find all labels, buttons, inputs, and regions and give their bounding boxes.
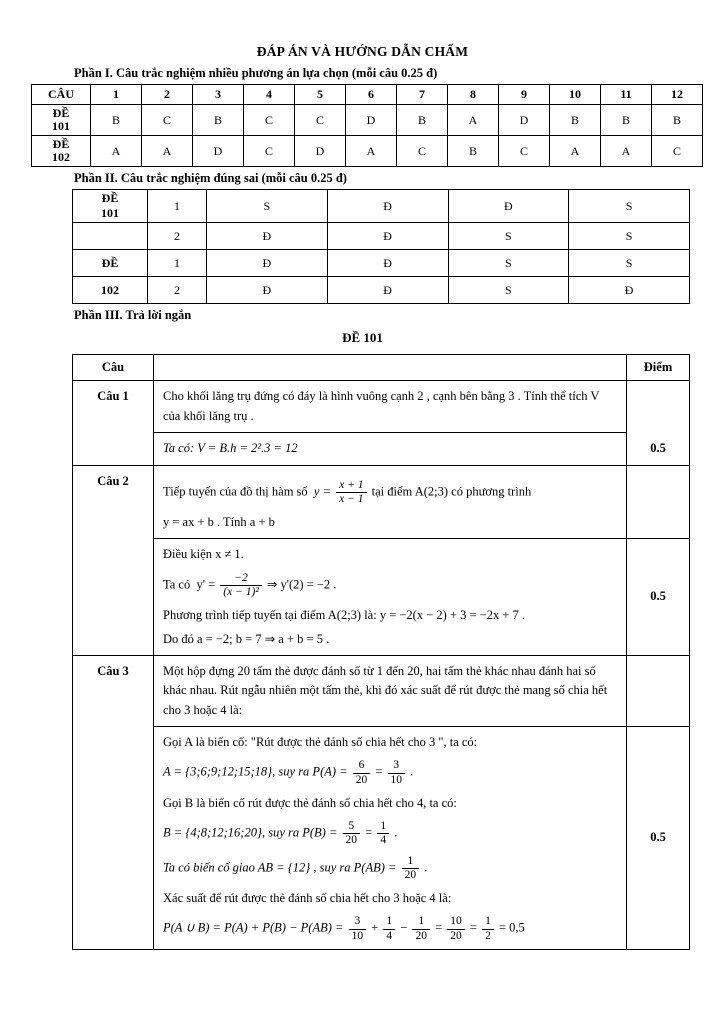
question-score-blank — [627, 381, 690, 433]
table-row — [73, 190, 690, 223]
table-row — [73, 727, 690, 950]
part1-col-4: 4 — [244, 85, 295, 105]
part1-answer: D — [346, 105, 397, 136]
part1-answer: C — [652, 136, 703, 167]
part2-value: Đ — [207, 250, 328, 277]
part3-header-diem: Điểm — [627, 355, 690, 381]
table-row — [73, 223, 690, 250]
question-score: 0.5 — [627, 433, 690, 465]
part2-question-number: 1 — [148, 190, 207, 223]
part1-row-header: CÂU — [32, 85, 91, 105]
question-label: Câu 3 — [73, 655, 154, 949]
part1-col-2: 2 — [142, 85, 193, 105]
part1-row-label-101: ĐỀ 101 — [32, 105, 91, 136]
question-score-blank — [627, 465, 690, 539]
part2-value: S — [207, 190, 328, 223]
question-score-blank — [627, 655, 690, 726]
part1-answer: C — [244, 136, 295, 167]
part2-answer-table — [72, 189, 690, 304]
part1-row-label-102: ĐỀ 102 — [32, 136, 91, 167]
part1-answer: C — [142, 105, 193, 136]
part2-de-label: ĐỀ — [73, 250, 148, 277]
part2-de-label: ĐỀ 101 — [73, 190, 148, 223]
part1-col-9: 9 — [499, 85, 550, 105]
part1-answer: C — [244, 105, 295, 136]
part1-answer: B — [448, 136, 499, 167]
solution-line-6: Xác suất để rút được thẻ đánh số chia hết cho 3 hoặc 4 là: — [163, 891, 452, 906]
fraction: $\frac{6}{20}$ — [353, 759, 371, 786]
part2-value: Đ — [327, 277, 448, 304]
part2-value: Đ — [569, 277, 690, 304]
table-row — [73, 655, 690, 726]
table-row — [73, 250, 690, 277]
question-statement: Một hộp đựng 20 tấm thẻ được đánh số từ 1 đến 20, hai tấm thẻ khác nhau đánh hai số khác nhau. Rút ngẫu nhiên một tấm thẻ, khi đó xác suất để rút được thẻ mang số chia hết cho 3 hoặc 4 là: — [154, 655, 627, 726]
table-row — [32, 85, 703, 105]
question-label: Câu 2 — [73, 465, 154, 655]
part2-value: Đ — [207, 223, 328, 250]
part2-question-number: 2 — [148, 223, 207, 250]
part2-value: S — [448, 250, 569, 277]
question-solution — [154, 727, 627, 950]
question-score: 0.5 — [627, 539, 690, 656]
part1-col-3: 3 — [193, 85, 244, 105]
solution-line-1: Gọi A là biến cố: "Rút được thẻ đánh số chia hết cho 3 ", ta có: — [163, 735, 478, 749]
solution-line-7: P(A ∪ B) = P(A) + P(B) − P(AB) = $\frac{3}{10}$ + $\frac{1}{4}$ − $\frac{1}{20}$ = $\frac{10}{20}$ = $\frac{1}{2}$ = 0,5 — [163, 915, 525, 942]
part2-de-label-cont — [73, 223, 148, 250]
part2-heading: Phần II. Câu trắc nghiệm đúng sai (mỗi câu 0.25 đ) — [74, 171, 347, 185]
part1-col-6: 6 — [346, 85, 397, 105]
table-row — [73, 465, 690, 539]
part2-value: S — [448, 223, 569, 250]
part1-col-10: 10 — [550, 85, 601, 105]
solution-line-2: A = {3;6;9;12;15;18}, suy ra P(A) = $\frac{6}{20}$ = $\frac{3}{10}$ . — [163, 759, 414, 786]
table-row — [32, 136, 703, 167]
question-score: 0.5 — [627, 727, 690, 950]
part1-answer: B — [193, 105, 244, 136]
part1-col-8: 8 — [448, 85, 499, 105]
question-statement: Cho khối lăng trụ đứng có đáy là hình vuông cạnh 2 , cạnh bên bằng 3 . Tính thể tích V của khối lăng trụ . — [154, 381, 627, 433]
part2-question-number: 2 — [148, 277, 207, 304]
part2-de-label-cont: 102 — [73, 277, 148, 304]
part3-header-content — [154, 355, 627, 381]
question-solution: Ta có: V = B.h = 2².3 = 12 — [154, 433, 627, 465]
part3-heading: Phần III. Trả lời ngắn — [74, 308, 192, 322]
part1-answer: A — [346, 136, 397, 167]
fraction: $\frac{1}{20}$ — [402, 855, 420, 882]
part1-answer: B — [91, 105, 142, 136]
table-row — [32, 105, 703, 136]
part1-answer: A — [448, 105, 499, 136]
statement-line-2: y = ax + b . Tính a + b — [163, 514, 275, 529]
part1-answer: A — [550, 136, 601, 167]
part1-answer: C — [397, 136, 448, 167]
part2-value: S — [569, 223, 690, 250]
part2-question-number: 1 — [148, 250, 207, 277]
fraction: $\frac{-2}{\text{(x − 1)²}}$ — [220, 572, 261, 599]
part1-col-12: 12 — [652, 85, 703, 105]
fraction: $\frac{x + 1}{x - 1}$ — [336, 479, 366, 506]
solution-line-3: Gọi B là biến cố rút được thẻ đánh số chia hết cho 4, ta có: — [163, 795, 457, 810]
part2-value: S — [448, 277, 569, 304]
part2-value: Đ — [327, 190, 448, 223]
part1-col-1: 1 — [91, 85, 142, 105]
question-label: Câu 1 — [73, 381, 154, 465]
statement-line-1: Tiếp tuyến của đồ thị hàm số y = $\frac{x + 1}{x - 1}$ tại điểm A(2;3) có phương trình — [163, 478, 532, 505]
fraction: $\frac{3}{10}$ — [388, 759, 406, 786]
solution-line-4: Do đó a = −2; b = 7 ⇒ a + b = 5 . — [163, 631, 330, 646]
part1-col-11: 11 — [601, 85, 652, 105]
part1-answer: D — [295, 136, 346, 167]
part2-value: S — [569, 250, 690, 277]
solution-line-4: B = {4;8;12;16;20}, suy ra P(B) = $\frac{5}{20}$ = $\frac{1}{4}$ . — [163, 820, 398, 847]
table-row — [73, 433, 690, 465]
table-row — [73, 381, 690, 433]
fraction: $\frac{1}{4}$ — [377, 820, 389, 847]
part2-value: Đ — [207, 277, 328, 304]
solution-line-5: Ta có biến cố giao AB = {12} , suy ra P(AB) = $\frac{1}{20}$ . — [163, 854, 428, 881]
question-statement — [154, 465, 627, 539]
fraction: $\frac{3}{10}$ — [349, 915, 367, 942]
part1-answer: B — [397, 105, 448, 136]
part1-answer: B — [601, 105, 652, 136]
part1-answer-table — [31, 84, 703, 167]
solution-line-1: Điều kiện x ≠ 1. — [163, 547, 244, 562]
fraction: $\frac{1}{4}$ — [383, 915, 395, 942]
part3-header-cau: Câu — [73, 355, 154, 381]
part1-col-5: 5 — [295, 85, 346, 105]
part2-value: Đ — [327, 250, 448, 277]
part1-heading: Phần I. Câu trắc nghiệm nhiều phương án lựa chọn (mỗi câu 0.25 đ) — [74, 66, 438, 80]
fraction: $\frac{5}{20}$ — [343, 820, 361, 847]
solution-line-3: Phương trình tiếp tuyến tại điểm A(2;3) là: y = −2(x − 2) + 3 = −2x + 7 . — [163, 608, 525, 623]
part1-col-7: 7 — [397, 85, 448, 105]
part3-solution-table — [72, 354, 690, 950]
part1-answer: C — [295, 105, 346, 136]
part1-answer: D — [193, 136, 244, 167]
part2-value: Đ — [327, 223, 448, 250]
page-title: ĐÁP ÁN VÀ HƯỚNG DẪN CHẤM — [256, 44, 469, 59]
part2-value: S — [569, 190, 690, 223]
table-row — [73, 539, 690, 656]
question-solution — [154, 539, 627, 656]
solution-line-2: Ta có y' = $\frac{-2}{\text{(x − 1)²}}$ ⇒ y'(2) = −2 . — [163, 571, 337, 598]
fraction: $\frac{1}{2}$ — [482, 915, 494, 942]
part1-answer: B — [550, 105, 601, 136]
part2-value: Đ — [448, 190, 569, 223]
part1-answer: A — [601, 136, 652, 167]
part1-answer: D — [499, 105, 550, 136]
fraction: $\frac{10}{20}$ — [447, 915, 465, 942]
table-row — [73, 355, 690, 381]
de-label: ĐỀ 101 — [342, 330, 383, 345]
table-row — [73, 277, 690, 304]
part1-answer: A — [142, 136, 193, 167]
part1-answer: B — [652, 105, 703, 136]
part1-answer: C — [499, 136, 550, 167]
fraction: $\frac{1}{20}$ — [412, 915, 430, 942]
part1-answer: A — [91, 136, 142, 167]
